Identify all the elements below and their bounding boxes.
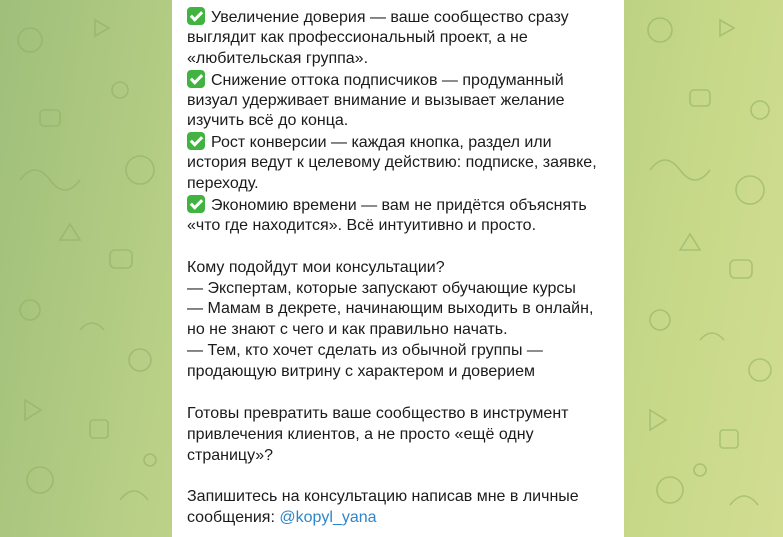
message-line: «что где находится». Всё интуитивно и просто. (187, 216, 537, 234)
message-line: Рост конверсии — каждая кнопка, раздел или (187, 132, 612, 153)
message-line: изучить всё до конца. (187, 112, 349, 130)
message-bubble (172, 0, 624, 537)
message-line: визуал удерживает внимание и вызывает желание (187, 91, 565, 109)
message-line: Экономию времени — вам не придётся объяснять (187, 195, 612, 216)
message-line: переходу. (187, 175, 259, 193)
message-line: сообщения: @kopyl_yana (187, 509, 377, 527)
message-line: Запишитесь на консультацию написав мне в личные (187, 488, 579, 506)
message-line: но не знают с чего и как правильно начать. (187, 321, 508, 339)
audience-title: Кому подойдут мои консультации? (187, 258, 445, 276)
message-line: история ведут к целевому действию: подписке, заявке, (187, 154, 597, 172)
message-line: — Экспертам, которые запускают обучающие курсы (187, 279, 576, 297)
check-mark-icon (187, 70, 205, 88)
message-line: Готовы превратить ваше сообщество в инструмент (187, 404, 569, 422)
message-line: «любительская группа». (187, 49, 369, 67)
paragraph-gap (187, 383, 612, 404)
message-line: — Тем, кто хочет сделать из обычной группы — (187, 342, 543, 360)
paragraph-gap (187, 237, 612, 258)
paragraph-gap (187, 467, 612, 488)
message-line: страницу»? (187, 446, 274, 464)
message-line: — Мамам в декрете, начинающим выходить в онлайн, (187, 300, 594, 318)
check-mark-icon (187, 7, 205, 25)
message-line: выглядит как профессиональный проект, а не (187, 28, 528, 46)
username-mention-link[interactable]: @kopyl_yana (279, 509, 377, 527)
check-mark-icon (187, 132, 205, 150)
message-line: продающую витрину с характером и доверием (187, 363, 536, 381)
check-mark-icon (187, 195, 205, 213)
message-line: Увеличение доверия — ваше сообщество сразу (187, 7, 612, 28)
message-line: привлечения клиентов, а не просто «ещё одну (187, 425, 534, 443)
message-line: Снижение оттока подписчиков — продуманный (187, 70, 612, 91)
